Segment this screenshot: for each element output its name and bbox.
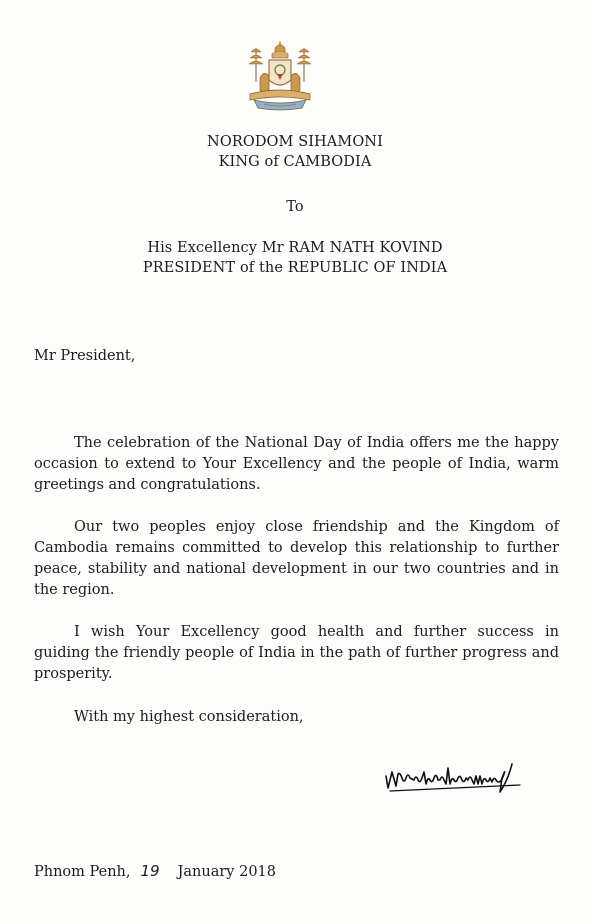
date-day: 19 [140,862,160,880]
handwritten-signature [382,758,532,796]
addressee-name: His Excellency Mr RAM NATH KOVIND [147,240,443,256]
body-paragraph-text: I wish Your Excellency good health and further success in guiding the friendly people of India in the path of further progress and prosperity. [34,624,559,682]
date-month-year: January 2018 [177,864,277,880]
body-paragraph [34,517,559,601]
addressee-title: PRESIDENT of the REPUBLIC OF INDIA [142,260,448,276]
body-paragraph [34,433,559,496]
body-paragraph [34,622,559,685]
sender-name: NORODOM SIHAMONI [207,134,383,150]
body-paragraph-text: Our two peoples enjoy close friendship and the Kingdom of Cambodia remains committed to develop this relationship to further peace, stability and national development in our two countries and in the region. [34,519,559,598]
sender-title: KING of CAMBODIA [218,154,372,170]
salutation: Mr President, [34,348,136,364]
sender-block [0,132,590,172]
royal-coat-of-arms-emblem [242,38,318,112]
date-line [34,862,276,880]
addressee-block [0,238,590,278]
body-paragraph-text: The celebration of the National Day of India offers me the happy occasion to extend to Your Excellency and the people of India, warm greetings and congratulations. [34,435,559,493]
closing-line: With my highest consideration, [74,709,304,725]
to-label: To [286,199,304,215]
date-place: Phnom Penh, [34,864,131,880]
to-label-block [0,197,590,217]
